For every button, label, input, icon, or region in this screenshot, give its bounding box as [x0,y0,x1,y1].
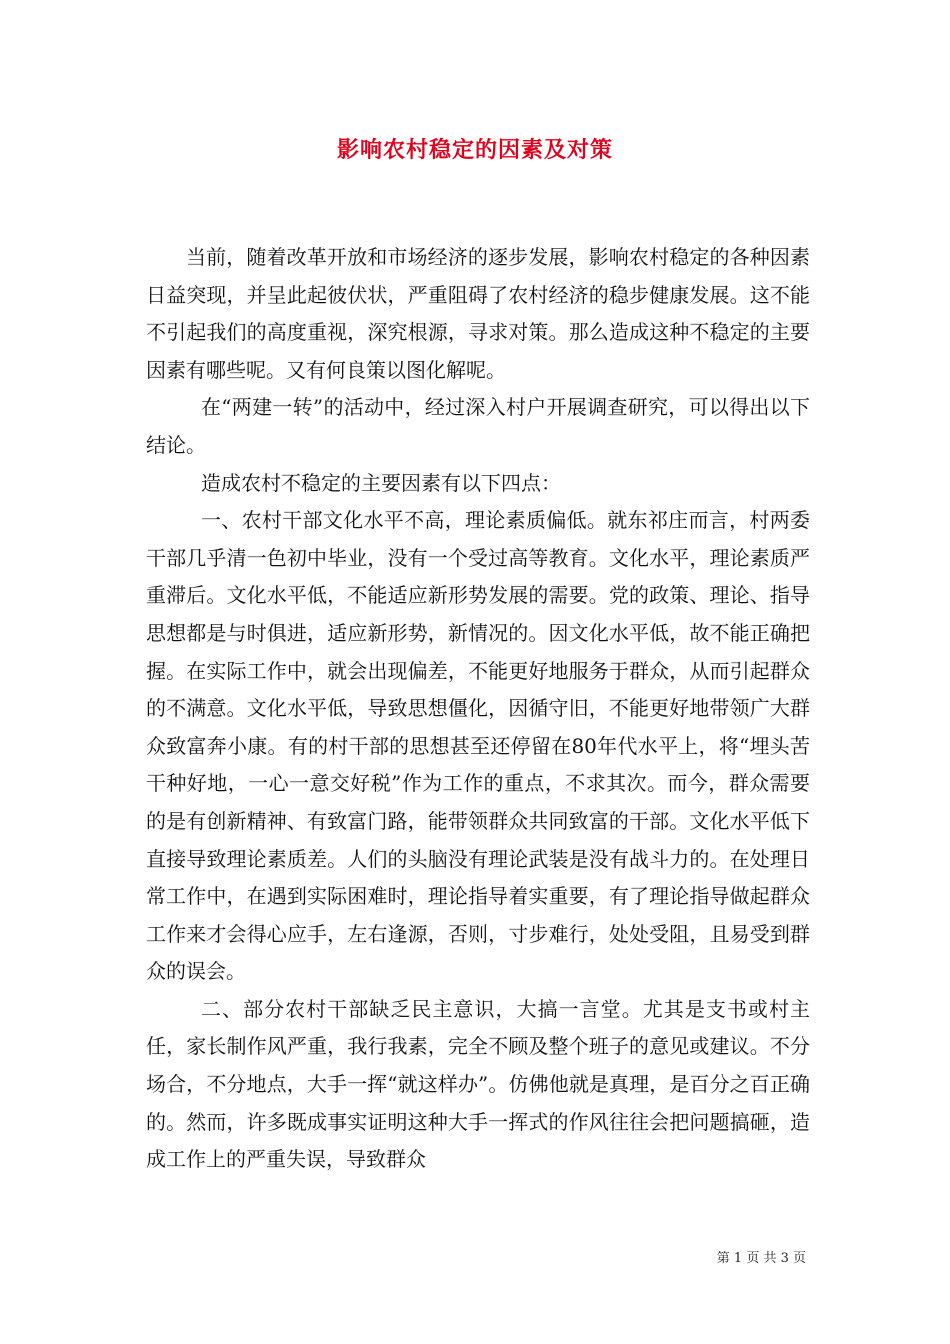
paragraph-factors-heading: 造成农村不稳定的主要因素有以下四点： [201,470,561,495]
document-title: 影响农村稳定的因素及对策 [336,137,613,163]
document-body [146,239,810,1179]
paragraph-factor-two: 二、部分农村干部缺乏民主意识，大搞一言堂。尤其是支书或村主任，家长制作风严重，我行我素，完全不顾及整个班子的意见或建议。不分场合，不分地点，大手一挥“就这样办”。仿佛他就是真理，是百分之百正确的。然而，许多既成事实证明这种大手一挥式的作风往往会把问题搞砸，造成工作上的严重失误，导致群众 [146,996,810,1172]
page-number-footer: 第 1 页 共 3 页 [716,1251,806,1266]
paragraph-intro: 当前，随着改革开放和市场经济的逐步发展，影响农村稳定的各种因素日益突现，并呈此起彼伏状，严重阻碍了农村经济的稳步健康发展。这不能不引起我们的高度重视，深究根源，寻求对策。那么造成这种不稳定的主要因素有哪些呢。又有何良策以图化解呢。 [146,245,810,382]
paragraph-survey: 在“两建一转”的活动中，经过深入村户开展调查研究，可以得出以下结论。 [146,395,810,457]
paragraph-factor-one: 一、农村干部文化水平不高，理论素质偏低。就东祁庄而言，村两委干部几乎清一色初中毕业，没有一个受过高等教育。文化水平，理论素质严重滞后。文化水平低，不能适应新形势发展的需要。党的政策、理论、指导思想都是与时俱进，适应新形势，新情况的。因文化水平低，故不能正确把握。在实际工作中，就会出现偏差，不能更好地服务于群众，从而引起群众的不满意。文化水平低，导致思想僵化，因循守旧，不能更好地带领广大群众致富奔小康。有的村干部的思想甚至还停留在80年代水平上，将“埋头苦干种好地，一心一意交好税”作为工作的重点，不求其次。而今，群众需要的是有创新精神、有致富门路，能带领群众共同致富的干部。文化水平低下直接导致理论素质差。人们的头脑没有理论武装是没有战斗力的。在处理日常工作中，在遇到实际困难时，理论指导着实重要，有了理论指导做起群众工作来才会得心应手，左右逢源，否则，寸步难行，处处受阻，且易受到群众的误会。 [146,508,810,984]
